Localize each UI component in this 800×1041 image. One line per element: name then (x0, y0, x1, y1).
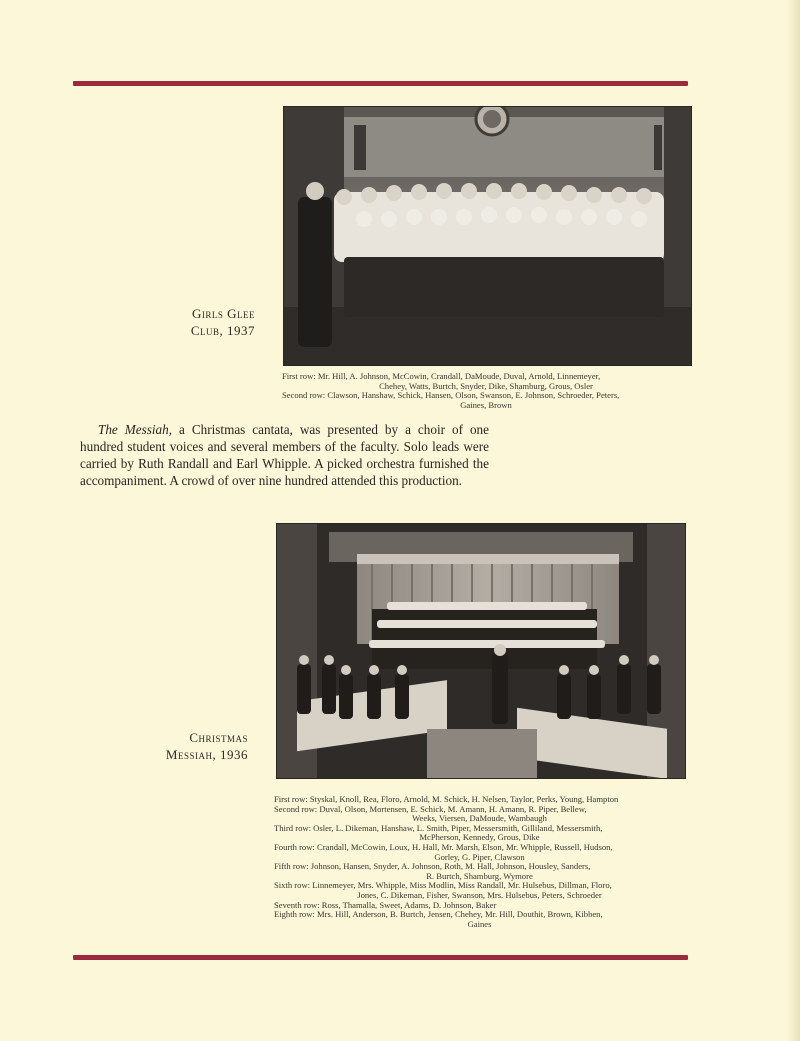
row-label: First row: (282, 371, 316, 381)
page-edge (786, 0, 800, 1041)
row-label: Eighth row: (274, 909, 315, 920)
row-label: Third row: (274, 822, 311, 833)
row-names-cont: Gaines (467, 918, 492, 929)
row-label: Fifth row: (274, 861, 309, 872)
name-row (282, 391, 690, 410)
name-row (274, 862, 685, 881)
row-label: Fourth row: (274, 841, 315, 852)
messiah-names (274, 795, 685, 929)
row-names-cont: R. Burtch, Shamburg, Wymore (426, 870, 533, 881)
caption-line: Girls Glee (191, 306, 255, 321)
row-label: Sixth row: (274, 880, 311, 891)
name-row (274, 824, 685, 843)
name-row (274, 843, 685, 862)
row-names-cont: Gaines, Brown (460, 399, 512, 410)
name-row (274, 805, 685, 824)
name-row (274, 910, 685, 929)
row-names-cont: Jones, C. Dikeman, Fisher, Swanson, Mrs. Hulsebus, Peters, Schroeder (357, 889, 602, 900)
name-row (282, 372, 690, 391)
row-names: Duval, Olson, Mortensen, E. Schick, M. Amann, H. Amann, R. Piper, Bellew, (319, 803, 587, 814)
row-names: Mr. Hill, A. Johnson, McCowin, Crandall, DaMoude, Duval, Arnold, Linnemeyer, (317, 371, 601, 381)
glee-club-names (282, 372, 690, 410)
row-label: Seventh row: (274, 899, 320, 910)
messiah-title: The Messiah (98, 422, 169, 437)
glee-club-photo (283, 106, 692, 366)
row-names-cont: McPherson, Kennedy, Grous, Dike (419, 832, 540, 843)
name-row (274, 881, 685, 900)
row-names: Styskal, Knoll, Rea, Floro, Arnold, M. Schick, H. Nelsen, Taylor, Perks, Young, Hampton (309, 794, 619, 804)
caption-line: Messiah, 1936 (165, 747, 248, 762)
messiah-text: , a Christmas cantata, was presented by a choir of one hundred student voices and several members of the faculty. Solo leads were carried by Ruth Randall and Earl Whipple. A picked orchestra furnished the accompaniment. A crowd of over nine hundred attended this production. (80, 422, 489, 488)
row-label: Second row: (282, 390, 326, 401)
row-names: Johnson, Hansen, Snyder, A. Johnson, Roth, M. Hall, Johnson, Housley, Sanders, (310, 861, 591, 872)
row-names: Mrs. Hill, Anderson, B. Burtch, Jensen, Chehey, Mr. Hill, Douthit, Brown, Kibben, (316, 909, 603, 920)
row-names: Linnemeyer, Mrs. Whipple, Miss Modlin, Miss Randall, Mr. Hulsebus, Dillman, Floro, (312, 880, 612, 891)
glee-club-caption (120, 305, 255, 339)
bottom-rule (73, 955, 688, 960)
row-names-cont: Gorley, G. Piper, Clawson (434, 851, 525, 862)
row-names: Ross, Thamalla, Sweet, Adams, D. Johnson, Baker (321, 899, 497, 910)
top-rule (73, 81, 688, 86)
caption-line: Club, 1937 (190, 323, 255, 338)
row-names-cont: Weeks, Viersen, DaMoude, Wambaugh (412, 813, 547, 824)
row-label: Second row: (274, 803, 318, 814)
messiah-caption (110, 729, 248, 763)
row-label: First row: (274, 794, 308, 804)
messiah-photo (276, 523, 686, 779)
row-names: Crandall, McCowin, Loux, H. Hall, Mr. Marsh, Elson, Mr. Whipple, Russell, Hudson, (316, 841, 613, 852)
row-names: Osler, L. Dikeman, Hanshaw, L. Smith, Piper, Messersmith, Gilliland, Messersmith, (313, 822, 603, 833)
caption-line: Christmas (189, 730, 248, 745)
row-names-cont: Chehey, Watts, Burtch, Snyder, Dike, Shamburg, Grous, Osler (379, 380, 593, 391)
row-names: Clawson, Hanshaw, Schick, Hansen, Olson, Swanson, E. Johnson, Schroeder, Peters, (327, 390, 620, 401)
messiah-paragraph (80, 421, 489, 489)
